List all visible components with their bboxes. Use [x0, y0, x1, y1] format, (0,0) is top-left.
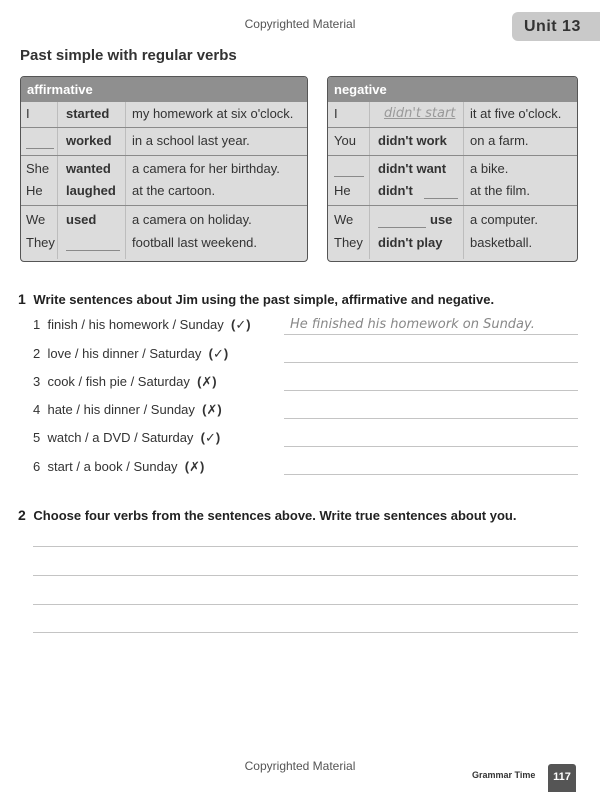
sentence-rest: in a school last year.: [132, 133, 250, 148]
item-number: 4: [33, 402, 41, 417]
subject: They: [334, 235, 363, 250]
exercise-2-instruction: [18, 507, 516, 523]
list-item: [33, 459, 204, 475]
verb: used: [66, 212, 97, 227]
unit-tab: Unit 13: [512, 12, 600, 41]
list-item: [33, 402, 222, 418]
verb: didn't: [378, 183, 413, 198]
subject: He: [334, 183, 351, 198]
verb: wanted: [66, 161, 111, 176]
verb: laughed: [66, 183, 116, 198]
table-row: [328, 127, 577, 155]
item-prompt: finish / his homework / Sunday: [47, 317, 224, 332]
negative-table: [327, 76, 578, 262]
answer-handwritten: He finished his homework on Sunday.: [290, 317, 535, 332]
sentence-rest: a bike.: [470, 161, 509, 176]
blank-line: [66, 250, 120, 251]
writing-line[interactable]: [33, 546, 578, 547]
copyright-notice-bottom: Copyrighted Material: [244, 759, 356, 773]
subject: They: [26, 235, 55, 250]
item-prompt: love / his dinner / Saturday: [47, 346, 202, 361]
negative-header: negative: [328, 77, 577, 102]
verb: worked: [66, 133, 112, 148]
subject: She: [26, 161, 50, 176]
item-number: 1: [33, 317, 41, 332]
item-number: 2: [33, 346, 41, 361]
item-prompt: start / a book / Sunday: [47, 459, 178, 474]
table-row: [328, 102, 577, 127]
list-item: [33, 317, 251, 333]
check-mark: (✓): [200, 430, 221, 445]
cross-mark: (✗): [184, 459, 205, 474]
verb: didn't work: [378, 133, 447, 148]
affirmative-header: affirmative: [21, 77, 307, 102]
item-number: 6: [33, 459, 41, 474]
instruction-text: Choose four verbs from the sentences above. Write true sentences about you.: [33, 508, 517, 523]
blank-line: [26, 148, 54, 149]
subject: We: [334, 212, 354, 227]
answer-line[interactable]: [284, 334, 578, 335]
table-row: [21, 127, 307, 155]
cross-mark: (✗): [202, 402, 222, 417]
subject: I: [334, 106, 338, 121]
check-mark: (✓): [208, 346, 229, 361]
exercise-number: 2: [18, 507, 26, 523]
exercise-1-instruction: [18, 291, 494, 307]
copyright-notice-top: Copyrighted Material: [244, 17, 356, 31]
sentence-rest: my homework at six o'clock.: [132, 106, 294, 121]
sentence-rest: at the film.: [470, 183, 530, 198]
sentence-rest: at the cartoon.: [132, 183, 216, 198]
sentence-rest: a camera for her birthday.: [132, 161, 280, 176]
blank-line: [424, 198, 458, 199]
sentence-rest: football last weekend.: [132, 235, 258, 250]
table-row: [328, 155, 577, 205]
subject: We: [26, 212, 46, 227]
sentence-rest: it at five o'clock.: [470, 106, 562, 121]
writing-line[interactable]: [33, 632, 578, 633]
footer-label: Grammar Time: [472, 770, 536, 780]
table-row: [21, 102, 307, 127]
instruction-text: Write sentences about Jim using the past simple, affirmative and negative.: [33, 292, 495, 307]
page-number: 117: [548, 764, 576, 792]
item-prompt: cook / fish pie / Saturday: [47, 374, 190, 389]
subject: I: [26, 106, 30, 121]
item-prompt: hate / his dinner / Sunday: [47, 402, 195, 417]
list-item: [33, 346, 228, 362]
cross-mark: (✗): [197, 374, 217, 389]
item-number: 5: [33, 430, 41, 445]
verb: didn't play: [378, 235, 443, 250]
sentence-rest: basketball.: [470, 235, 533, 250]
verb: started: [66, 106, 110, 121]
check-mark: (✓): [231, 317, 251, 332]
answer-line[interactable]: [284, 362, 578, 363]
list-item: [33, 374, 217, 390]
verb: didn't want: [378, 161, 447, 176]
list-item: [33, 430, 220, 446]
sentence-rest: a computer.: [470, 212, 538, 227]
answer-line[interactable]: [284, 418, 578, 419]
writing-line[interactable]: [33, 575, 578, 576]
answer-line[interactable]: [284, 390, 578, 391]
sentence-rest: a camera on holiday.: [132, 212, 252, 227]
item-prompt: watch / a DVD / Saturday: [47, 430, 194, 445]
affirmative-table: [20, 76, 308, 262]
writing-line[interactable]: [33, 604, 578, 605]
table-row: [21, 205, 307, 259]
sentence-rest: on a farm.: [470, 133, 529, 148]
answer-line[interactable]: [284, 474, 578, 475]
exercise-number: 1: [18, 291, 26, 307]
item-number: 3: [33, 374, 41, 389]
verb-handwritten: didn't start: [384, 106, 456, 121]
section-title: Past simple with regular verbs: [20, 47, 237, 64]
blank-line: [378, 227, 426, 228]
answer-line[interactable]: [284, 446, 578, 447]
subject: He: [26, 183, 43, 198]
blank-line: [334, 176, 364, 177]
table-row: [328, 205, 577, 259]
verb: use: [430, 212, 453, 227]
subject: You: [334, 133, 356, 148]
table-row: [21, 155, 307, 205]
